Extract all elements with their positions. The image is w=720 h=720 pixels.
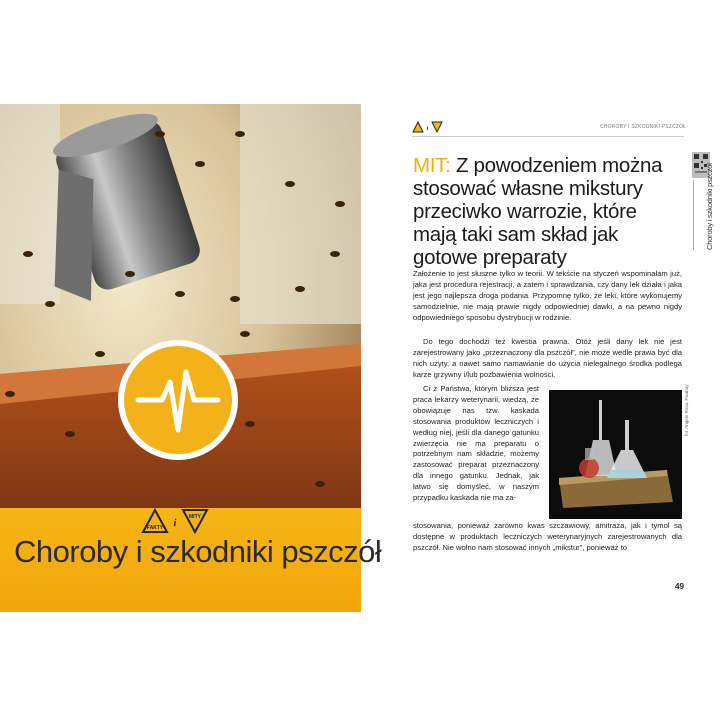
page-number: 49 <box>675 582 684 591</box>
article-heading <box>413 154 681 269</box>
paragraph-2: Do tego dochodzi też kwestia prawna. Otóż jeśli dany lek nie jest zarejestrowany jako „przeznaczony dla pszczół”, nie może wedle prawa być dla nich użyty, a nawet samo namawianie do użycia nielegalnego środka podlega karze grzywny i/lub pozbawienia wolności. <box>413 337 682 379</box>
badge-right-label: MITY <box>189 514 201 520</box>
laboratory-glassware-photo <box>549 390 682 519</box>
paragraph-1: Założenie to jest słuszne tylko w teorii. W tekście na styczeń wspominałam już, jaka jest procedura rejestracji, a zatem i sprawdzania, czy dany lek działa i jaka jest jego najlepsza droga podania. Przypomnę tylko, że leki, które wykonujemy samodzielnie, nie mają prawie nigdy odpowiedniej dawki, a na pewno nigdy odpowiedniego sposobu dystrybucji w rodzinie. <box>413 269 682 322</box>
header-divider <box>412 136 684 137</box>
photo-credit: fot. Angelo Rosa, Pixabay <box>684 384 689 436</box>
paragraph-4: stosowania, ponieważ zarówno kwas szczawiowy, amitraza, jak i tymol są dostępne w produktach leczniczych weterynaryjnych zarejestrowanych dla pszczół. Nie wolno nam stosować innych „mikstur”, ponieważ to <box>413 521 682 552</box>
heading-prefix: MIT: <box>413 154 451 177</box>
side-tab-divider <box>693 180 694 250</box>
svg-text:i: i <box>426 126 429 132</box>
badge-middle-label: i <box>173 518 177 529</box>
side-tab-label: Choroby i szkodniki pszczół <box>705 163 714 250</box>
badge-left-label: FAKTY <box>146 525 164 531</box>
paragraph-3: Ci z Państwa, którym bliższa jest praca lekarzy weterynarii, wiedzą, że obowiązuje nas tzw. kaskada stosowania produktów leczniczych i według niej, jeśli dla danego gatunku zwierzęcia nie ma preparatu o potrzebnym nam składzie, możemy zastosować preparat przeznaczony dla innego gatunku. Jednak, jak łatwo się domyśleć, w naszym przypadku kaskada nie ma za- <box>413 384 539 503</box>
heading-text: Z powodzeniem można stosować własne mikstury przeciwko warrozie, które mają taki sam skład jak gotowe preparaty <box>413 154 663 269</box>
cover-title: Choroby i szkodniki pszczół <box>14 534 382 569</box>
running-header: CHOROBY I SZKODNIKI PSZCZÓŁ <box>600 124 687 130</box>
header-fakty-mity-icon <box>412 120 444 133</box>
